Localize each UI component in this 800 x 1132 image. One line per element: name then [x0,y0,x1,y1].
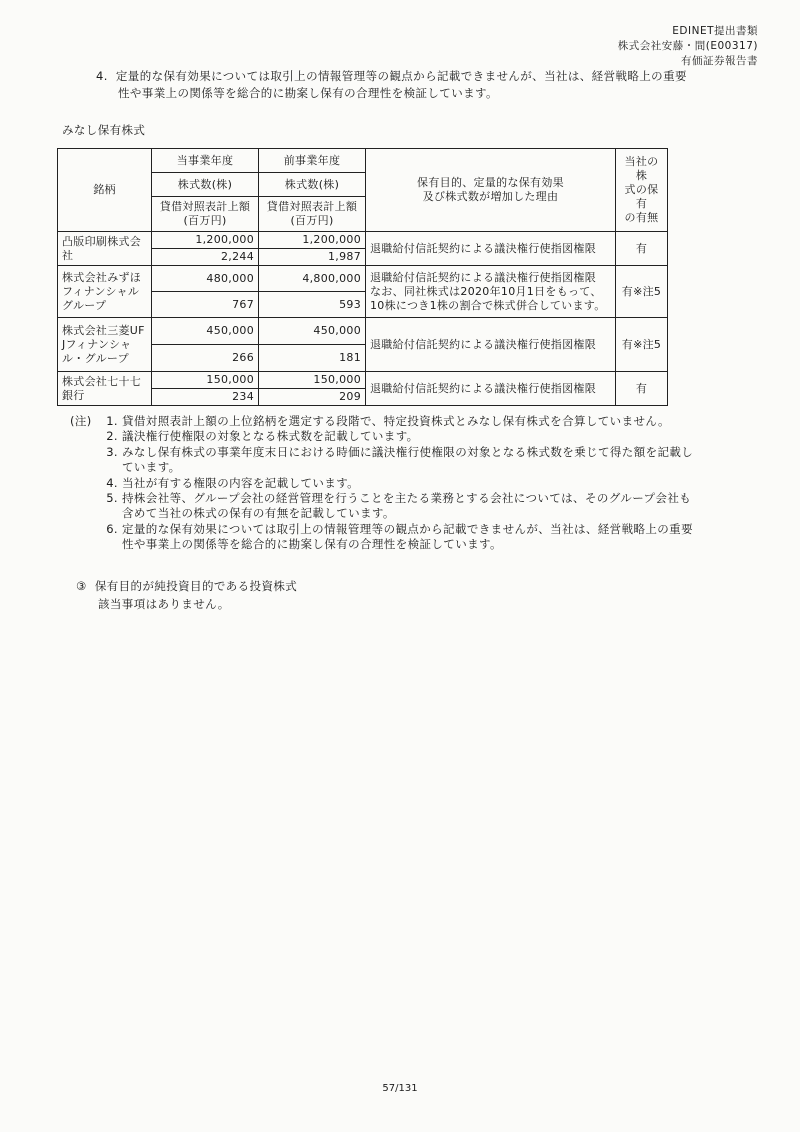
note-text: 議決権行使権限の対象となる株式数を記載しています。 [122,429,419,444]
note-item [70,522,693,553]
table-row [58,232,668,249]
section-marker: ③ [76,579,87,593]
header-shares-current: 株式数(株) [152,173,259,197]
note-number: 6. [106,521,118,536]
header-report-type: 有価証券報告書 [681,55,758,67]
shares-current: 450,000 [152,318,259,345]
shares-current: 150,000 [152,372,259,389]
table-row [58,372,668,389]
book-value-current: 234 [152,389,259,406]
holding-purpose: 退職給付信託契約による議決権行使指図権限 [366,318,616,372]
book-value-current: 2,244 [152,249,259,266]
header-bv-current: 貸借対照表計上額 (百万円) [152,197,259,232]
note-item [70,445,693,476]
book-value-current: 266 [152,345,259,372]
table-row [58,266,668,292]
page-number: 57/131 [382,1083,418,1094]
deemed-holdings-table [57,148,668,406]
book-value-current: 767 [152,292,259,318]
notes-lead: (注) [70,414,92,428]
holding-purpose: 退職給付信託契約による議決権行使指図権限 [366,372,616,406]
note-text: 貸借対照表計上額の上位銘柄を選定する段階で、特定投資株式とみなし保有株式を合算していません。 [122,414,670,428]
shares-prior: 1,200,000 [259,232,366,249]
header-purpose: 保有目的、定量的な保有効果 及び株式数が増加した理由 [366,149,616,232]
shares-prior: 150,000 [259,372,366,389]
note-number: 4. [106,475,118,490]
shares-prior: 450,000 [259,318,366,345]
book-value-prior: 209 [259,389,366,406]
note-text: 持株会社等、グループ会社の経営管理を行うことを主たる業務とする会社については、そのグループ会社も 含めて当社の株式の保有の有無を記載しています。 [122,491,692,521]
shares-current: 1,200,000 [152,232,259,249]
issue-name: 株式会社七十七銀行 [58,372,152,406]
top-note-line1: 定量的な保有効果については取引上の情報管理等の観点から記載できませんが、当社は、経営戦略上の重要 [115,69,687,83]
header-edinet: EDINET提出書類 [672,25,758,37]
table-notes [70,414,693,553]
header-held-by-issuer: 当社の株 式の保有 の有無 [616,149,668,232]
section-pure-investment [76,577,297,613]
note-number: 5. [106,491,118,506]
header-bv-prior: 貸借対照表計上額 (百万円) [259,197,366,232]
held-by-issuer: 有 [616,372,668,406]
document-header [618,24,758,69]
book-value-prior: 593 [259,292,366,318]
held-by-issuer: 有※注5 [616,266,668,318]
header-issue: 銘柄 [58,149,152,232]
section-heading: 保有目的が純投資目的である投資株式 [94,579,298,593]
issue-name: 凸版印刷株式会社 [58,232,152,266]
note-item [70,476,693,491]
holding-purpose: 退職給付信託契約による議決権行使指図権限 なお、同社株式は2020年10月1日をもって、 10株につき1株の割合で株式併合しています。 [366,266,616,318]
note-item [70,491,693,522]
issue-name: 株式会社三菱UFJフィナンシャル・グループ [58,318,152,372]
header-prior-year: 前事業年度 [259,149,366,173]
header-company: 株式会社安藤・間(E00317) [617,40,758,52]
issue-name: 株式会社みずほフィナンシャルグループ [58,266,152,318]
section-title: みなし保有株式 [62,123,146,137]
header-current-year: 当事業年度 [152,149,259,173]
shares-current: 480,000 [152,266,259,292]
header-shares-prior: 株式数(株) [259,173,366,197]
top-note-number: 4. [96,69,108,83]
held-by-issuer: 有※注5 [616,318,668,372]
note-item [70,429,693,444]
note-item [70,414,693,429]
shares-prior: 4,800,000 [259,266,366,292]
held-by-issuer: 有 [616,232,668,266]
note-number: 3. [106,444,118,459]
note-number: 1. [106,414,118,428]
book-value-prior: 1,987 [259,249,366,266]
note-number: 2. [106,429,118,444]
top-note-line2: 性や事業上の関係等を総合的に勘案し保有の合理性を検証しています。 [118,86,498,100]
book-value-prior: 181 [259,345,366,372]
section-body: 該当事項はありません。 [98,597,230,611]
table-row [58,318,668,345]
note-text: 定量的な保有効果については取引上の情報管理等の観点から記載できませんが、当社は、経営戦略上の重要 性や事業上の関係等を総合的に勘案し保有の合理性を検証しています。 [122,521,693,552]
note-text: 当社が有する権限の内容を記載しています。 [122,475,360,490]
note-text: みなし保有株式の事業年度末日における時価に議決権行使権限の対象となる株式数を乗じて得た額を記載し ています。 [122,444,694,475]
holding-purpose: 退職給付信託契約による議決権行使指図権限 [366,232,616,266]
top-note [96,68,687,102]
